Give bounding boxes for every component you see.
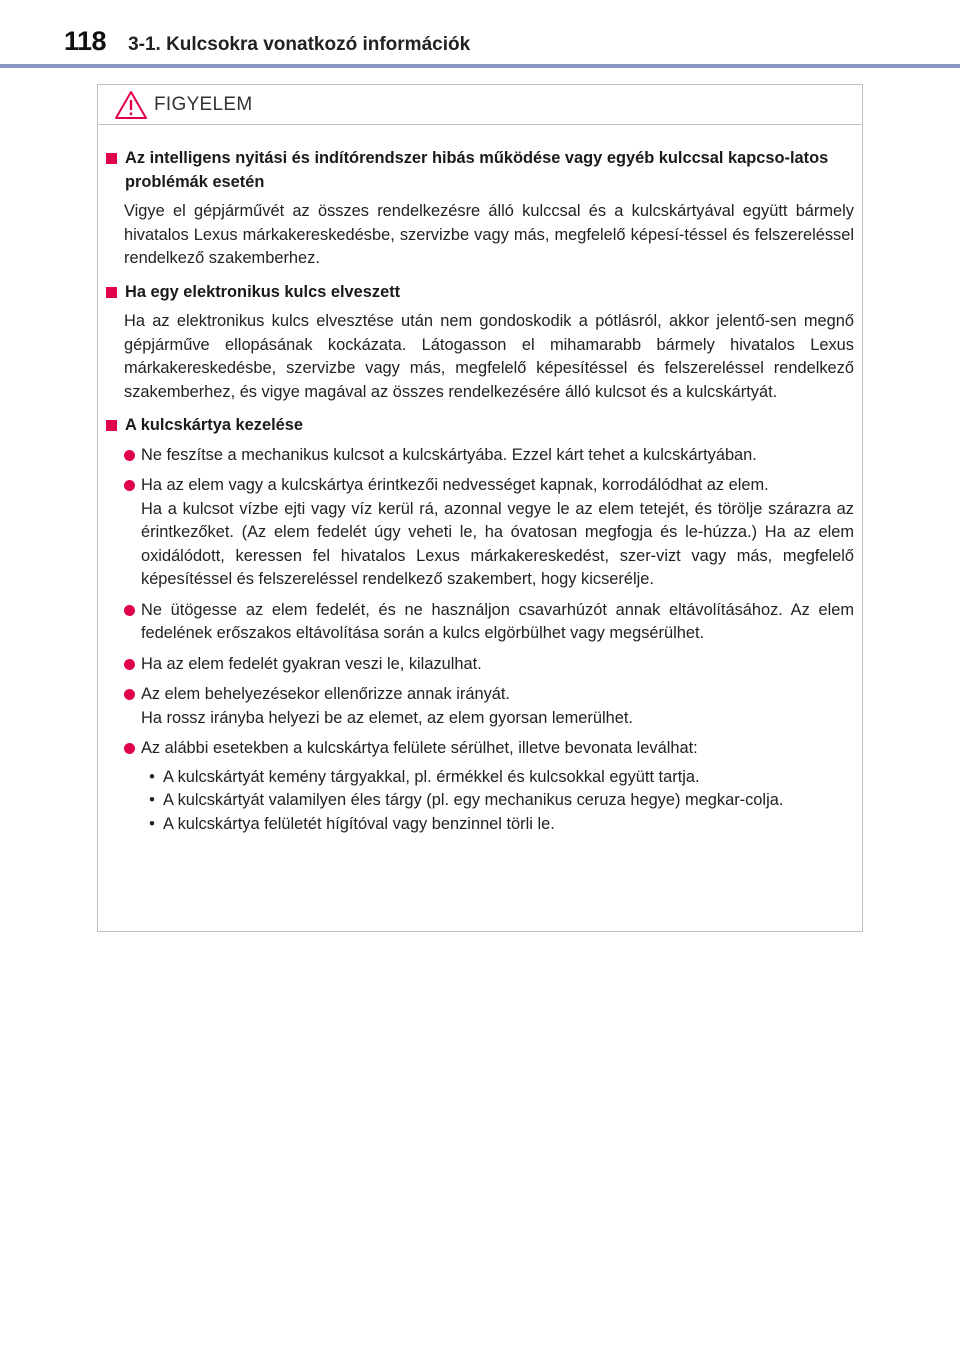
section-heading-text: Ha egy elektronikus kulcs elveszett: [125, 282, 401, 301]
warning-triangle-icon: [114, 90, 148, 120]
warning-label: FIGYELEM: [154, 93, 253, 115]
list-item: [124, 683, 854, 730]
list-item-text: Az alábbi esetekben a kulcskártya felülete sérülhet, illetve bevonata leválhat:: [141, 739, 698, 757]
section-paragraph: Ha az elektronikus kulcs elvesztése után nem gondoskodik a pótlásról, akkor jelentő-sen megnő gépjárműve ellopásának kockázata. Látogasson el mihamarabb bármely hivatalos Lexus márkakereskedésbe, szervizbe vagy más, megfelelő képesítéssel és felszereléssel rendelkező szakemberhez, és vigye magával az összes rendelkezésére álló kulcsot és a kulcskártyát.: [124, 312, 854, 401]
list-item: [124, 599, 854, 646]
list-item-text-continued: Ha rossz irányba helyezi be az elemet, az elem gyorsan lemerülhet.: [141, 708, 633, 727]
warning-header: [98, 85, 862, 125]
sub-bullet-marker: •: [149, 814, 155, 833]
sub-list-item-text: A kulcskártyát valamilyen éles tárgy (pl. egy mechanikus ceruza hegye) megkar-colja.: [163, 791, 784, 809]
page-header: [64, 26, 470, 60]
sub-bullet-marker: •: [149, 767, 155, 786]
sub-list-item-text: A kulcskártyát kemény tárgyakkal, pl. érmékkel és kulcsokkal együtt tartja.: [163, 767, 700, 786]
round-bullet-icon: [124, 480, 135, 491]
warning-box: [97, 84, 863, 932]
round-bullet-icon: [124, 689, 135, 700]
sub-list-item: [141, 813, 854, 837]
square-bullet-icon: [106, 153, 117, 164]
list-item-text: Ne ütögesse az elem fedelét, és ne használjon csavarhúzót annak eltávolításához. Az elem fedelének erőszakos eltávolítása során a kulcs elgörbülhet vagy megsérülhet.: [141, 600, 854, 642]
section-heading-text: A kulcskártya kezelése: [125, 416, 303, 434]
round-bullet-icon: [124, 743, 135, 754]
header-rule: [0, 64, 960, 68]
sub-list: [141, 766, 854, 837]
section-heading: [106, 147, 854, 194]
list-item: [124, 653, 854, 677]
list-item-text: Ha az elem fedelét gyakran veszi le, kilazulhat.: [141, 654, 482, 673]
section-heading: [106, 281, 854, 305]
list-item: [124, 474, 854, 592]
warning-content: [98, 125, 862, 836]
list-item-text-continued: Ha a kulcsot vízbe ejti vagy víz kerül rá, azonnal vegye le az elem tetejét, és törölje szárazra az érintkezőket. (Az elem fedelét úgy veheti le, ha óvatosan megfogja és le-húzza.) Ha az elem oxidálódott, keressen fel hivatalos Lexus márkakereskedést, szer-vizt vagy más, megfelelő képesítéssel és felszereléssel rendelkező szakembert, hogy kicserélje.: [141, 499, 854, 588]
list-item-text: Ne feszítse a mechanikus kulcsot a kulcskártyába. Ezzel kárt tehet a kulcskártyában.: [141, 445, 757, 464]
list-item-text: Az elem behelyezésekor ellenőrizze annak irányát.: [141, 685, 510, 703]
page-number: 118: [64, 26, 107, 56]
section-heading: [106, 414, 854, 438]
section-paragraph: Vigye el gépjárművét az összes rendelkezésre álló kulccsal és a kulcskártyával együtt bármely hivatalos Lexus márkakereskedésbe, szervizbe vagy más, megfelelő képesí-téssel és felszereléssel rendelkező szakemberhez.: [124, 202, 854, 267]
square-bullet-icon: [106, 420, 117, 431]
square-bullet-icon: [106, 287, 117, 298]
sub-bullet-marker: •: [149, 791, 155, 809]
section-title: 3-1. Kulcsokra vonatkozó információk: [128, 34, 471, 55]
sub-list-item: [141, 789, 854, 813]
section-heading-text: Az intelligens nyitási és indítórendszer hibás működése vagy egyéb kulccsal kapcso-latos problémák esetén: [125, 149, 829, 191]
sub-list-item: [141, 766, 854, 790]
round-bullet-icon: [124, 605, 135, 616]
list-item-text: Ha az elem vagy a kulcskártya érintkezői nedvességet kapnak, korrodálódhat az elem.: [141, 476, 769, 494]
list-item: [124, 444, 854, 468]
round-bullet-icon: [124, 659, 135, 670]
sub-list-item-text: A kulcskártya felületét hígítóval vagy benzinnel törli le.: [163, 814, 555, 833]
list-item: [124, 737, 854, 836]
round-bullet-icon: [124, 450, 135, 461]
